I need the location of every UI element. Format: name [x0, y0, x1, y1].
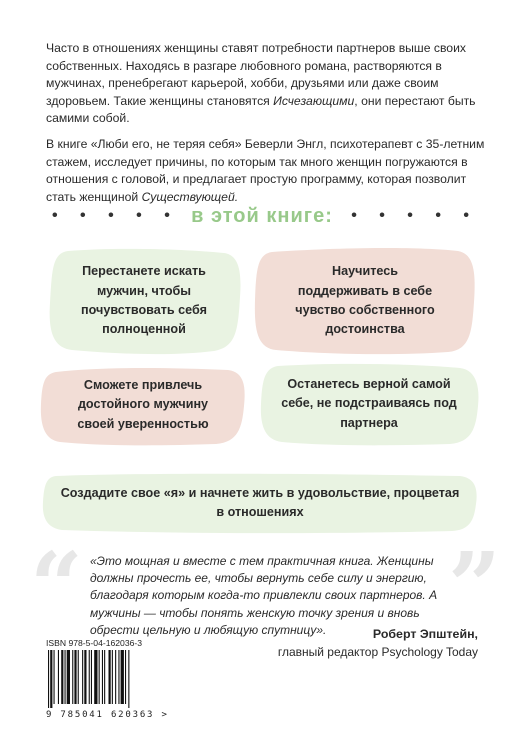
testimonial-quote: «Это мощная и вместе с тем практичная книга. Женщины должны прочесть ее, чтобы вернуть себе силу и энергию, благодаря которым когда-то привлекли своих партнеров. А мужчины — чтобы понять женскую точку зрения и вновь обрести цельную и любящую спутницу». — [90, 554, 438, 637]
benefit-card-1: Перестанете искать мужчин, чтобы почувствовать себя полноценной — [46, 247, 242, 355]
benefit-card-2: Научитесь поддерживать в себе чувство собственного достоинства — [252, 246, 478, 356]
intro-text — [46, 40, 486, 214]
author-title: главный редактор Psychology Today — [277, 645, 478, 659]
barcode-icon — [46, 650, 176, 720]
benefit-card-5: Создадите свое «я» и начнете жить в удовольствие, процветая в отношениях — [40, 472, 480, 534]
quote-author — [278, 625, 478, 661]
intro-paragraph-2: В книге «Люби его, не теряя себя» Беверли Энгл, психотерапевт с 35-летним стажем, исследует причины, по которым так много женщин погружаются в отношения с головой, и предлагает простую программу, которая позволит стать женщиной Существующей. — [46, 136, 485, 204]
quote-open-icon: “ — [30, 532, 83, 640]
section-heading-row — [46, 205, 478, 229]
benefit-card-4: Останетесь верной самой себе, не подстраиваясь под партнера — [258, 362, 480, 446]
barcode-digits: 9 785041 620363 > — [46, 710, 169, 720]
decorative-dots-right: • • • • • — [351, 207, 478, 224]
quote-close-icon: ” — [448, 532, 501, 640]
intro-paragraph-1: Часто в отношениях женщины ставят потребности партнеров выше своих собственных. Находясь в разгаре любовного романа, растворяются в мужчинах, пренебрегают карьерой, хобби, друзьями или даже своим здоровьем. Такие женщины становятся Исчезающими, они перестают быть самими собой. — [46, 41, 476, 126]
section-heading: в этой книге: — [191, 205, 333, 227]
isbn-barcode — [46, 638, 176, 720]
author-name: Роберт Эпштейн, — [372, 627, 478, 641]
decorative-dots-left: • • • • • — [52, 207, 179, 224]
isbn-label: ISBN 978-5-04-162036-3 — [46, 638, 143, 648]
benefit-card-3: Сможете привлечь достойного мужчину своей уверенностью — [38, 364, 248, 446]
